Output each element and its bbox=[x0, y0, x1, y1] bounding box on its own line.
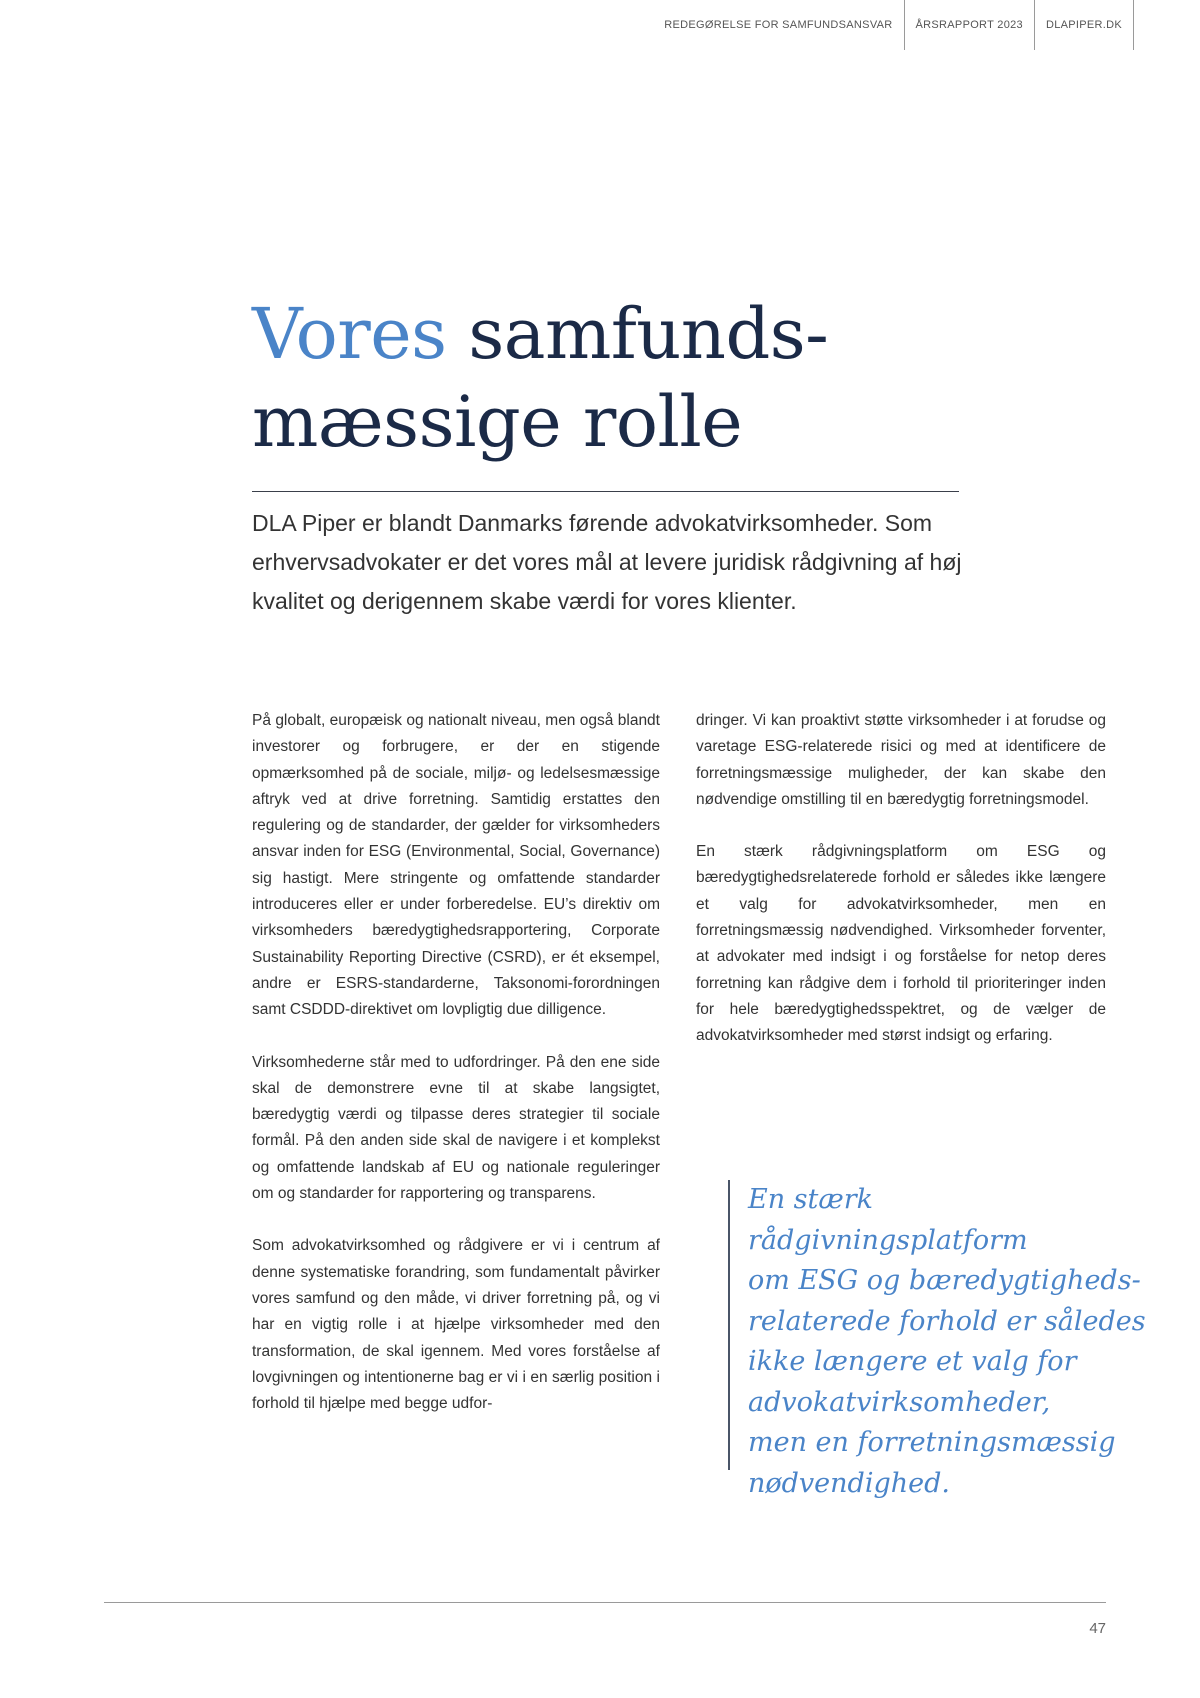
footer-divider bbox=[104, 1602, 1106, 1603]
body-column-left bbox=[252, 708, 660, 1443]
body-paragraph: Som advokatvirksomhed og rådgivere er vi i centrum af denne systematiske forandring, som fundamentalt påvirker vores samfund og den måde, vi driver forretning på, og vi har en vigtig rolle i at hjælpe virksomheder med den transformation, de skal igennem. Med vores forståelse af lovgivningen og intentionerne bag er vi i en særlig position i forhold til hjælpe med begge udfor- bbox=[252, 1237, 660, 1413]
lead-paragraph: DLA Piper er blandt Danmarks førende advokatvirksomheder. Som erhvervsadvokater er det vores mål at levere juridisk rådgivning af høj kvalitet og derigennem skabe værdi for vores klienter. bbox=[252, 510, 962, 614]
body-column-right bbox=[696, 708, 1106, 1076]
page-title bbox=[252, 290, 972, 466]
pull-quote-text: En stærk rådgivningsplatform om ESG og bæredygtigheds- relaterede forhold er således ikke længere et valg for advokatvirksomheder, men en forretningsmæssig nødvendighed. bbox=[748, 1184, 1146, 1499]
header-nav bbox=[664, 0, 1134, 50]
body-paragraph: På globalt, europæisk og nationalt niveau, men også blandt investorer og forbrugere, er der en stigende opmærksomhed på de sociale, miljø- og ledelsesmæssige aftryk ved at drive forretning. Samtidig erstattes den regulering og de standarder, der gælder for virksomheders ansvar inden for ESG (Environmental, Social, Governance) sig hastigt. Mere stringente og omfattende standarder introduceres eller er under forberedelse. EU’s direktiv om virksomheders bæredygtighedsrapportering, Corporate Sustainability Reporting Directive (CSRD), er ét eksempel, andre er ESRS-standarderne, Taksonomi-forordningen samt CSDDD-direktivet om lovpligtig due dilligence. bbox=[252, 712, 660, 1019]
body-paragraph: Virksomhederne står med to udfordringer. På den ene side skal de demonstrere evne til at skabe langsigtet, bæredygtig værdi og tilpasse deres strategier til sociale formål. På den anden side skal de navigere i et komplekst og omfattende landskab af EU og nationale reguleringer om og standarder for rapportering og transparens. bbox=[252, 1053, 660, 1203]
title-divider bbox=[252, 491, 959, 492]
nav-item-website[interactable]: DLAPIPER.DK bbox=[1034, 0, 1133, 50]
page-number: 47 bbox=[1089, 1620, 1106, 1637]
page-title-accent: Vores bbox=[252, 293, 447, 375]
nav-item-csr-report[interactable]: REDEGØRELSE FOR SAMFUNDSANSVAR bbox=[664, 19, 893, 31]
nav-item-annual-report[interactable]: ÅRSRAPPORT 2023 bbox=[904, 0, 1034, 50]
body-paragraph: dringer. Vi kan proaktivt støtte virksomheder i at forudse og varetage ESG-relaterede risici og med at identificere de forretningsmæssige muligheder, der kan skabe den nødvendige omstilling til en bæredygtig forretningsmodel. bbox=[696, 712, 1106, 808]
body-paragraph: En stærk rådgivningsplatform om ESG og bæredygtighedsrelaterede forhold er således ikke længere et valg for advokatvirksomheder, men en forretningsmæssig nødvendighed. Virksomheder forventer, at advokater med indsigt i og forståelse for netop deres forretning kan rådgive dem i forhold til prioriteringer inden for hele bæredygtighedsspektret, og de vælger de advokatvirksomheder med størst indsigt og erfaring. bbox=[696, 843, 1106, 1045]
pull-quote bbox=[728, 1180, 1148, 1499]
page-title-rest: samfunds-mæssige rolle bbox=[252, 293, 829, 463]
